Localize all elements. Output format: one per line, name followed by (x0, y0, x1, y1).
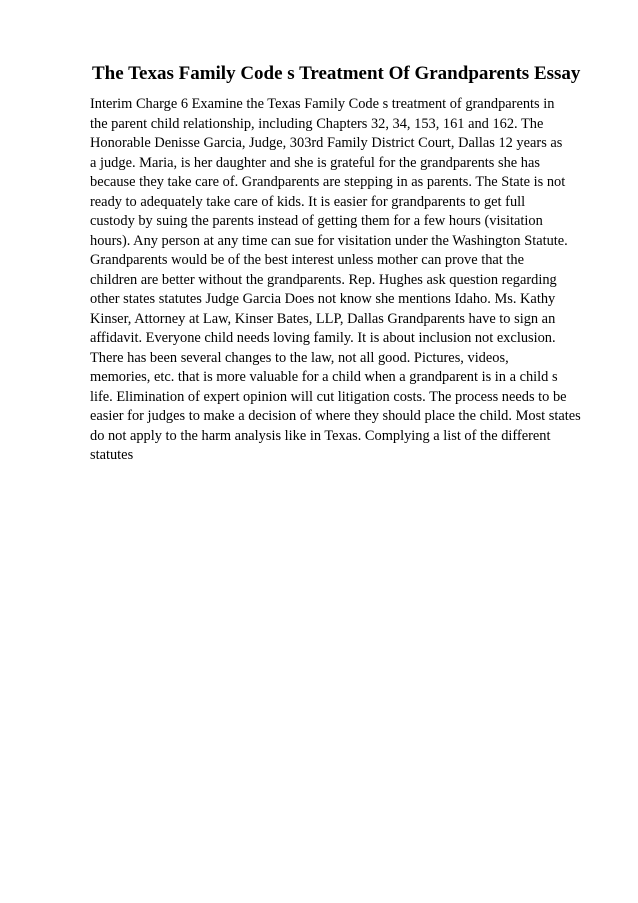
body-line: statutes (90, 447, 134, 463)
body-line: Honorable Denisse Garcia, Judge, 303rd Family District Court, Dallas 12 years as (90, 135, 563, 151)
body-line: memories, etc. that is more valuable for a child when a grandparent is in a child s (90, 369, 558, 385)
document-body (90, 95, 630, 466)
body-line: affidavit. Everyone child needs loving family. It is about inclusion not exclusion. (90, 330, 556, 346)
body-line: hours). Any person at any time can sue for visitation under the Washington Statute. (90, 232, 568, 249)
body-line: Interim Charge 6 Examine the Texas Family Code s treatment of grandparents in (90, 96, 555, 112)
body-line: Kinser, Attorney at Law, Kinser Bates, LLP, Dallas Grandparents have to sign an (90, 310, 556, 327)
body-line: do not apply to the harm analysis like in Texas. Complying a list of the different (90, 427, 551, 444)
body-line: the parent child relationship, including Chapters 32, 34, 153, 161 and 162. The (90, 115, 544, 132)
body-line: There has been several changes to the law, not all good. Pictures, videos, (90, 349, 509, 366)
body-line: ready to adequately take care of kids. It is easier for grandparents to get full (90, 193, 526, 210)
body-line: custody by suing the parents instead of getting them for a few hours (visitation (90, 213, 543, 229)
body-line: Grandparents would be of the best interest unless mother can prove that the (90, 252, 524, 268)
body-line: a judge. Maria, is her daughter and she is grateful for the grandparents she has (90, 154, 540, 171)
body-line: children are better without the grandparents. Rep. Hughes ask question regarding (90, 271, 557, 288)
body-line: other states statutes Judge Garcia Does not know she mentions Idaho. Ms. Kathy (90, 291, 556, 307)
body-line: life. Elimination of expert opinion will cut litigation costs. The process needs to be (90, 388, 567, 405)
document-title: The Texas Family Code s Treatment Of Grandparents Essay (92, 63, 581, 84)
body-line: easier for judges to make a decision of where they should place the child. Most states (90, 408, 581, 424)
body-line: because they take care of. Grandparents are stepping in as parents. The State is not (90, 174, 566, 190)
